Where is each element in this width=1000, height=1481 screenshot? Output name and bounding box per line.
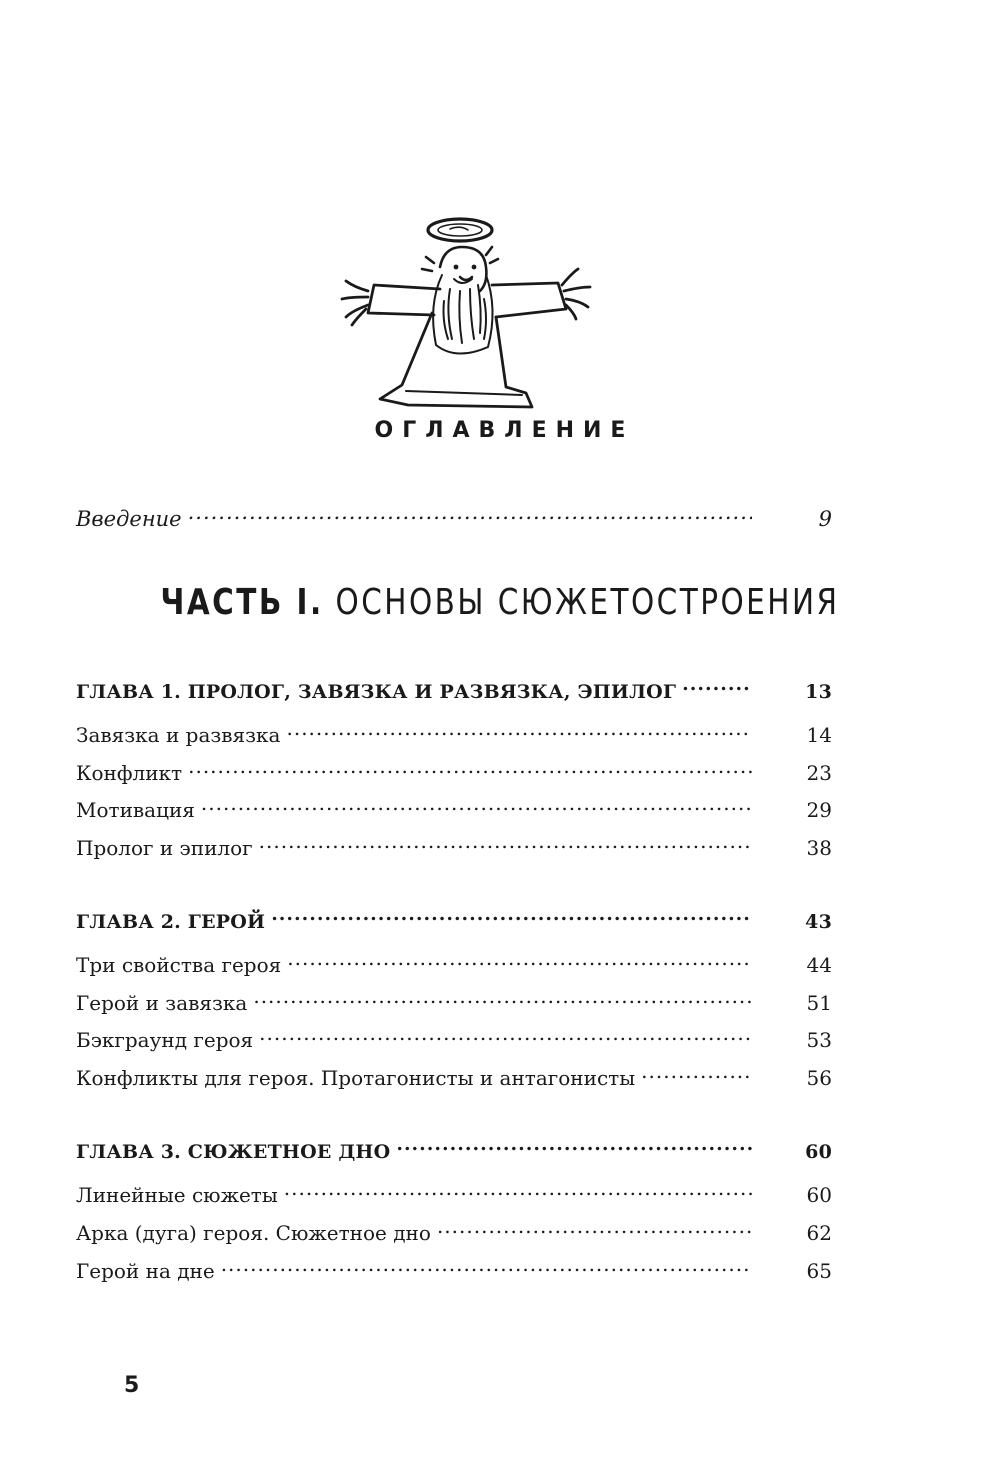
section-label: Герой и завязка [76,991,248,1015]
chapter-page: 60 [805,1141,832,1163]
dot-leader [284,1174,752,1202]
toc-section[interactable] [76,1212,832,1247]
dot-leader [201,789,752,817]
dot-leader [253,982,752,1010]
dot-leader [287,944,752,972]
section-page: 44 [806,953,832,977]
toc-section[interactable] [76,827,832,862]
toc-section[interactable] [76,1174,832,1209]
section-label: Герой на дне [76,1259,215,1283]
dot-leader [221,1250,752,1278]
part-title: ОСНОВЫ СЮЖЕТОСТРОЕНИЯ [335,582,840,623]
chapter-title: ГЛАВА 3. СЮЖЕТНОЕ ДНО [76,1141,391,1163]
section-label: Пролог и эпилог [76,836,253,860]
dot-leader [259,827,752,855]
page-number: 5 [124,1373,140,1398]
section-label: Три свойства героя [76,953,282,977]
toc-entry-introduction[interactable] [76,498,832,533]
section-page: 65 [806,1259,832,1283]
robe-icon [380,313,532,407]
section-label: Мотивация [76,798,195,822]
section-page: 29 [806,798,832,822]
part-heading [90,582,910,623]
chapter-page: 13 [805,681,832,703]
chapter-page: 43 [805,911,832,933]
section-page: 56 [806,1066,832,1090]
toc-section[interactable] [76,789,832,824]
bearded-saint-illustration [310,205,610,420]
toc-entry-page: 9 [818,507,832,531]
toc-section[interactable] [76,714,832,749]
toc-section[interactable] [76,982,832,1017]
dot-leader [682,670,752,698]
toc-section[interactable] [76,752,832,787]
section-page: 62 [806,1221,832,1245]
chapter-title: ГЛАВА 1. ПРОЛОГ, ЗАВЯЗКА И РАЗВЯЗКА, ЭПИЛОГ [76,681,677,703]
toc-section[interactable] [76,1019,832,1054]
contents-title: ОГЛАВЛЕНИЕ [374,418,635,443]
dot-leader [437,1212,752,1240]
toc-chapter-2[interactable] [76,900,832,936]
section-page: 51 [806,991,832,1015]
toc-section[interactable] [76,1250,832,1285]
halo-icon [428,219,492,241]
toc-entry-label: Введение [76,507,182,531]
section-label: Завязка и развязка [76,723,281,747]
dot-leader [396,1130,752,1158]
chapter-title: ГЛАВА 2. ГЕРОЙ [76,911,266,933]
section-label: Конфликты для героя. Протагонисты и антагонисты [76,1066,636,1090]
section-label: Линейные сюжеты [76,1183,278,1207]
toc-chapter-3[interactable] [76,1130,832,1166]
section-label: Бэкграунд героя [76,1028,254,1052]
section-label: Конфликт [76,761,183,785]
section-page: 14 [806,723,832,747]
toc-section[interactable] [76,944,832,979]
section-label: Арка (дуга) героя. Сюжетное дно [76,1221,431,1245]
dot-leader [641,1057,752,1085]
toc-chapter-1[interactable] [76,670,832,706]
section-page: 60 [806,1183,832,1207]
dot-leader [259,1019,752,1047]
section-page: 53 [806,1028,832,1052]
dot-leader [188,498,752,526]
section-page: 38 [806,836,832,860]
dot-leader [188,752,752,780]
toc-section[interactable] [76,1057,832,1092]
dot-leader [286,714,752,742]
dot-leader [271,900,752,928]
head-icon [422,247,498,291]
section-page: 23 [806,761,832,785]
part-number: ЧАСТЬ I. [160,582,324,623]
arms-icon [342,269,590,325]
